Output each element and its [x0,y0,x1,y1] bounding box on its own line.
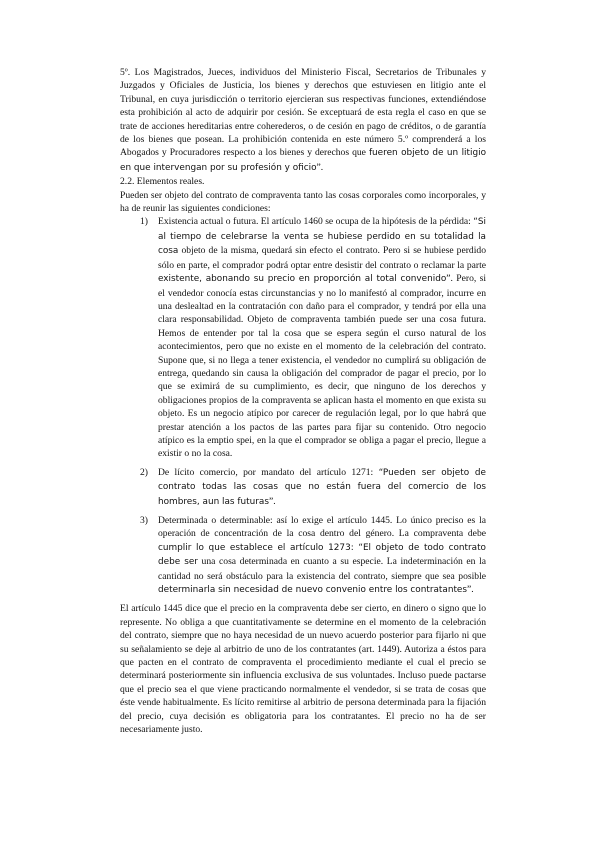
item-text: Existencia actual o futura. El artículo 1460 se ocupa de la hipótesis de la pérdida: [158,216,474,228]
paragraph-text: 5º. Los Magistrados, Jueces, individuos del Ministerio Fiscal, Secretarios de Tribunales y Juzgados y Oficiales de Justicia, los bienes y derechos que estuviesen en litigio ante el Tribunal, en cuya jurisdicción o territorio ejercieran sus respectivas funciones, extendiéndose esta prohibición al acto de adquirir por cesión. Se exceptuará de esta regla el caso en que se trate de acciones hereditarias entre coherederos, o de cesión en pago de créditos, o de garantía de los bienes que posean. La prohibición contenida en este número 5.º comprenderá a los Abogados y Procuradores respecto a los bienes y derechos que [120,67,486,159]
list-item [120,466,486,509]
quote-close: ”. [467,584,474,596]
legal-quote: fueren objeto de un litigio en que intervengan por su profesión y oficio [120,148,487,173]
paragraph-prohibitions [120,66,486,175]
legal-quote: “Si al tiempo de celebrarse la venta se hubiese perdido en su totalidad la cosa [158,217,486,257]
list-item [120,215,486,460]
legal-quote: “Pueden ser objeto de contrato todas las cosas que no están fuera del comercio de los hombres, aun las futuras [158,467,486,507]
item-text: ”. Pero, si el vendedor conocía estas circunstancias y no lo manifestó al comprador, incurre en una deslealtad en la contratación con daño para el comprador, y tendrá por ella una clara responsabilidad. Objeto de compraventa también puede ser una cosa futura. Hemos de entender por tal la cosa que se espera según el curso natural de los acontecimientos, pero que no existe en el momento de la celebración del contrato. Supone que, si no llega a tener existencia, el vendedor no cumplirá su obligación de entrega, quedando sin causa la obligación del comprador de pagar el precio, por lo que se eximirá de su cumplimiento, es decir, que ninguno de los derechos y obligaciones propios de la compraventa se aplican hasta el momento en que exista su objeto. Es un negocio atípico por carecer de regulación legal, por lo que habrá que prestar atención a los pactos de las partes para fijar su contenido. Otro negocio atípico es la emptio spei, en la que el comprador se obliga a pagar el precio, llegue a existir o no la cosa. [158,273,486,460]
conditions-list [120,215,486,597]
section-heading: 2.2. Elementos reales. [120,176,205,188]
list-item [120,514,486,597]
legal-quote: cumplir lo que establece el artículo 1273: “El objeto de todo contrato debe ser [158,542,486,568]
legal-quote: determinarla sin necesidad de nuevo convenio entre los contratantes [158,585,468,596]
list-number: 3) [140,515,148,526]
paragraph-price: El artículo 1445 dice que el precio en la compraventa debe ser cierto, en dinero o signo que lo represente. No obliga a que cuantitativamente se determine en el momento de la celebración del contrato, siempre que no haya necesidad de un nuevo acuerdo posterior para fijarlo ni que su señalamiento se deje al arbitrio de uno de los contratantes (art. 1449). Autoriza a éstos para que pacten en el contrato de compraventa el procedimiento mediante el cual el precio se determinará posteriormente sin influencia exclusiva de sus voluntades. Incluso puede pactarse que el precio sea el que viene practicando normalmente el vendedor, si se trata de cosas que éste vende habitualmente. Es lícito remitirse al arbitrio de persona determinada para la fijación del precio, cuya decisión es obligatoria para los contratantes. El precio no ha de ser necesariamente justo. [120,603,486,736]
list-number: 2) [140,466,148,478]
list-number: 1) [140,216,148,228]
item-text: objeto de la misma, quedará sin efecto el contrato. Pero si se hubiese perdido sólo en parte, el comprador podrá optar entre desistir del contrato o reclamar la parte [158,245,486,271]
paragraph-intro: Pueden ser objeto del contrato de compraventa tanto las cosas corporales como incorporales, y ha de reunir las siguientes condiciones: [120,189,486,215]
item-text: una cosa determinada en cuanto a su especie. La indeterminación en la cantidad no será obstáculo para la existencia del contrato, siempre que sea posible [158,556,486,582]
item-text: De lícito comercio, por mandato del artículo 1271: [158,466,379,478]
document-page [120,66,486,737]
quote-close: ”. [316,161,324,173]
quote-close: ”. [268,495,276,507]
item-text: Determinada o determinable: así lo exige el artículo 1445. Lo único preciso es la operación de concentración de la cosa dentro del género. La compraventa debe [158,515,486,540]
legal-quote: existente, abonando su precio en proporción al total convenido [158,274,447,285]
